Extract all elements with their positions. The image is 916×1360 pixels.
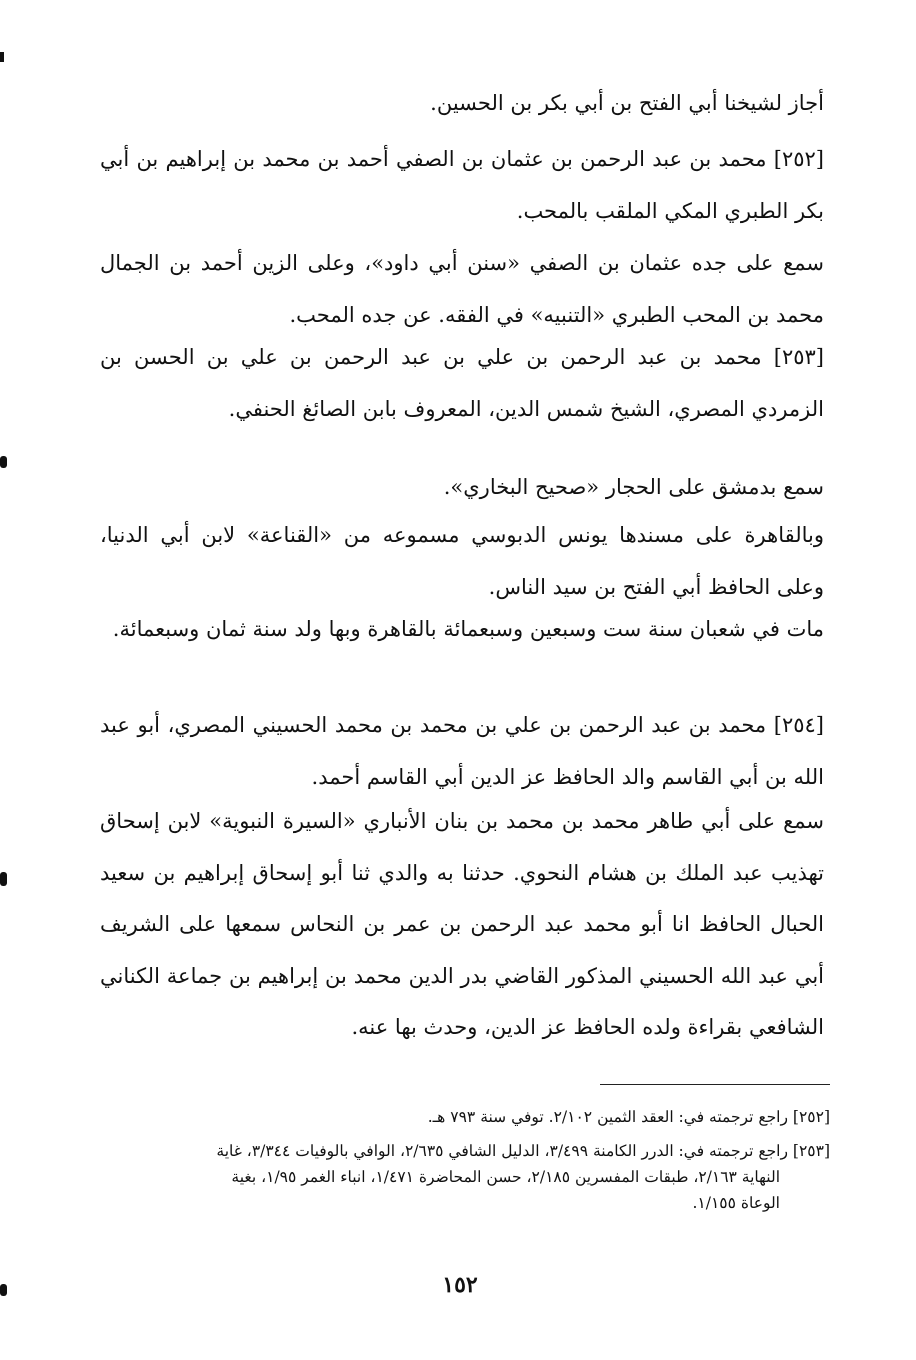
page-number: ١٥٢ <box>442 1272 478 1298</box>
body-paragraph: وبالقاهرة على مسندها يونس الدبوسي مسموعه من «القناعة» لابن أبي الدنيا، وعلى الحافظ أبي الفتح بن سيد الناس. <box>100 523 824 599</box>
body-paragraph: أجاز لشيخنا أبي الفتح بن أبي بكر بن الحسين. <box>430 91 824 115</box>
entry-253-heading: [٢٥٣] محمد بن عبد الرحمن بن علي بن عبد الرحمن بن علي بن الحسن بن الزمردي المصري، الشيخ شمس الدين، المعروف بابن الصائغ الحنفي. <box>100 345 824 421</box>
footnote-253-line: النهاية ٢/١٦٣، طبقات المفسرين ٢/١٨٥، حسن المحاضرة ١/٤٧١، انباء الغمر ١/٩٥، بغية <box>231 1168 780 1186</box>
scan-mark <box>0 456 7 468</box>
entry-254-heading: [٢٥٤] محمد بن عبد الرحمن بن علي بن محمد بن محمد الحسيني المصري، أبو عبد الله بن أبي القاسم والد الحافظ عز الدين أبي القاسم أحمد. <box>100 713 824 789</box>
footnote-separator <box>600 1084 830 1085</box>
body-paragraph: سمع بدمشق على الحجار «صحيح البخاري». <box>443 475 824 499</box>
scan-mark <box>0 52 4 62</box>
body-paragraph: مات في شعبان سنة ست وسبعين وسبعمائة بالقاهرة وبها ولد سنة ثمان وسبعمائة. <box>112 617 824 641</box>
entry-252-heading: [٢٥٢] محمد بن عبد الرحمن بن عثمان بن الصفي أحمد بن محمد بن إبراهيم بن أبي بكر الطبري المكي الملقب بالمحب. <box>100 147 824 223</box>
body-paragraph: سمع على جده عثمان بن الصفي «سنن أبي داود»، وعلى الزين أحمد بن الجمال محمد بن المحب الطبري «التنبيه» في الفقه. عن جده المحب. <box>100 251 824 327</box>
footnote-253-line: [٢٥٣] راجع ترجمته في: الدرر الكامنة ٣/٤٩٩، الدليل الشافي ٢/٦٣٥، الوافي بالوفيات ٣/٣٤٤، غاية <box>216 1142 830 1160</box>
body-paragraph: سمع على أبي طاهر محمد بن محمد بن بنان الأنباري «السيرة النبوية» لابن إسحاق تهذيب عبد الملك بن هشام النحوي. حدثنا به والدي ثنا أبو إسحاق إبراهيم بن سعيد الحبال الحافظ انا أبو محمد عبد الرحمن بن عمر بن النحاس سمعها على الشريف أبي عبد الله الحسيني المذكور القاضي بدر الدين محمد بن إبراهيم بن جماعة الكناني الشافعي بقراءة ولده الحافظ عز الدين، وحدث بها عنه. <box>100 809 825 1039</box>
footnote-253-line: الوعاة ١/١٥٥. <box>692 1194 780 1212</box>
scan-mark <box>0 872 7 886</box>
footnote-253 <box>110 1138 830 1216</box>
footnote-252: [٢٥٢] راجع ترجمته في: العقد الثمين ٢/١٠٢. توفي سنة ٧٩٣ هـ. <box>427 1108 830 1126</box>
scan-mark <box>0 1284 7 1296</box>
